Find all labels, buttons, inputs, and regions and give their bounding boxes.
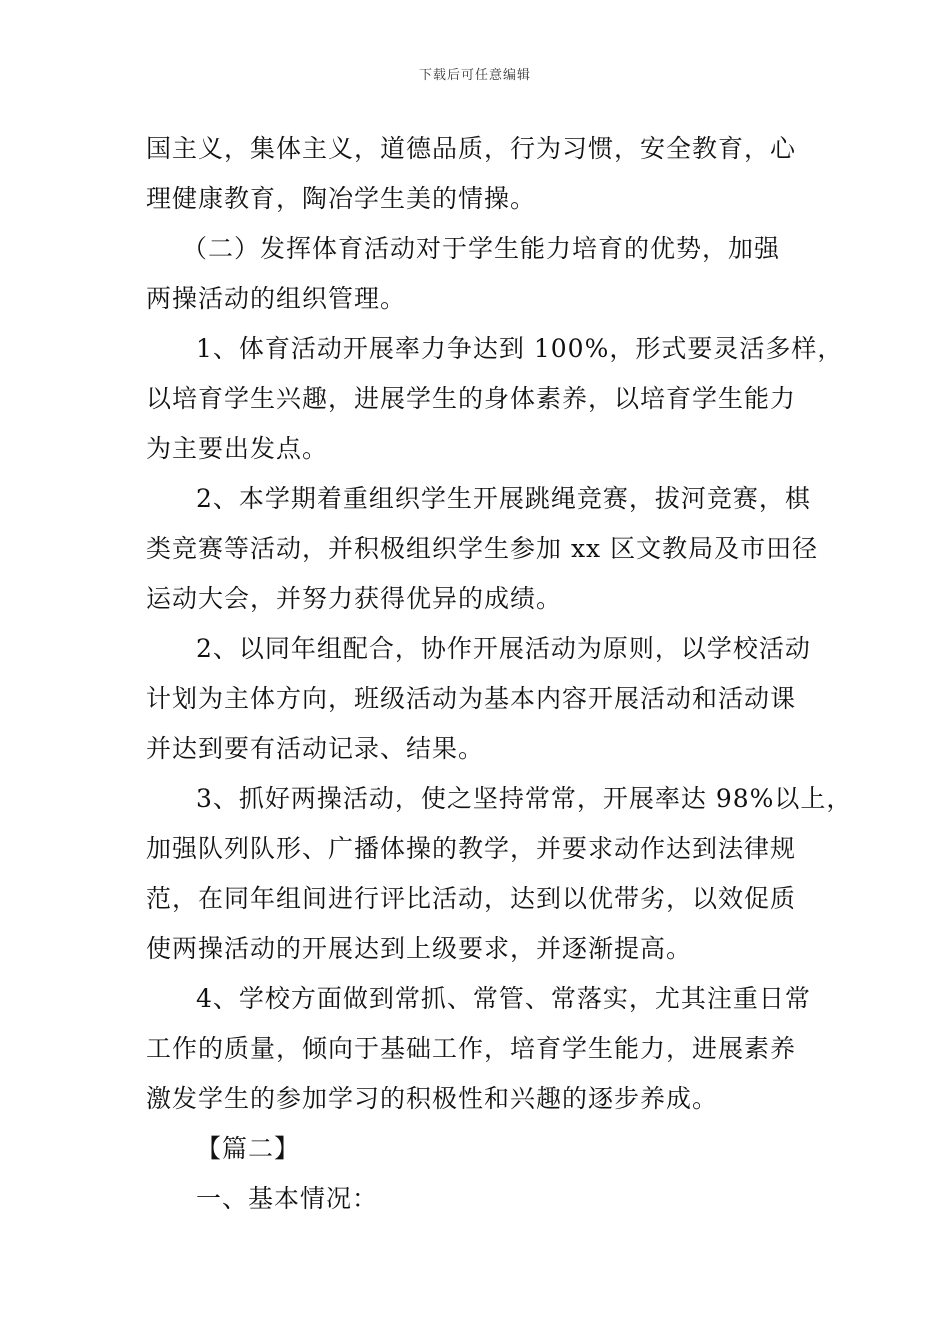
section-heading-line: 【篇二】 [196,1134,301,1163]
document-body [146,124,853,1224]
paragraph-line: 并达到要有活动记录、结果。 [146,734,485,763]
paragraph-line: 加强队列队形、广播体操的教学，并要求动作达到法律规 [146,834,797,863]
paragraph-line: 类竞赛等活动，并积极组织学生参加 xx 区文教局及市田径 [146,534,819,563]
paragraph-line: 理健康教育，陶冶学生美的情操。 [146,184,537,213]
paragraph-6 [146,774,853,974]
paragraph-line: 两操活动的组织管理。 [146,284,407,313]
subsection-heading-basic-situation [146,1174,826,1224]
paragraph-7 [146,974,826,1124]
paragraph-line: 计划为主体方向，班级活动为基本内容开展活动和活动课 [146,684,797,713]
paragraph-line: 工作的质量，倾向于基础工作，培育学生能力，进展素养 [146,1034,797,1063]
subsection-heading-line: 一、基本情况： [196,1184,379,1213]
paragraph-line: 使两操活动的开展达到上级要求，并逐渐提高。 [146,934,693,963]
paragraph-5 [146,624,826,774]
paragraph-line: 以培育学生兴趣，进展学生的身体素养，以培育学生能力 [146,384,797,413]
paragraph-line: 3、抓好两操活动，使之坚持常常，开展率达 98%以上， [196,784,853,813]
paragraph-4 [146,474,826,624]
paragraph-line: 国主义，集体主义，道德品质，行为习惯，安全教育，心 [146,134,797,163]
paragraph-line: 运动大会，并努力获得优异的成绩。 [146,584,563,613]
paragraph-line: 为主要出发点。 [146,434,329,463]
paragraph-line: 2、本学期着重组织学生开展跳绳竞赛，拔河竞赛，棋 [196,484,811,513]
paragraph-line: 范，在同年组间进行评比活动，达到以优带劣，以效促质 [146,884,797,913]
paragraph-line: 4、学校方面做到常抓、常管、常落实，尤其注重日常 [196,984,811,1013]
paragraph-line: 1、体育活动开展率力争达到 100%，形式要灵活多样， [196,334,844,363]
paragraph-line: （二）发挥体育活动对于学生能力培育的优势，加强 [182,234,781,263]
paragraph-line: 2、以同年组配合，协作开展活动为原则，以学校活动 [196,634,811,663]
paragraph-3 [146,324,844,474]
paragraph-1 [146,124,826,224]
section-heading-part-two [146,1124,826,1174]
paragraph-line: 激发学生的参加学习的积极性和兴趣的逐步养成。 [146,1084,719,1113]
paragraph-2 [146,224,826,324]
header-note: 下载后可任意编辑 [418,68,531,83]
